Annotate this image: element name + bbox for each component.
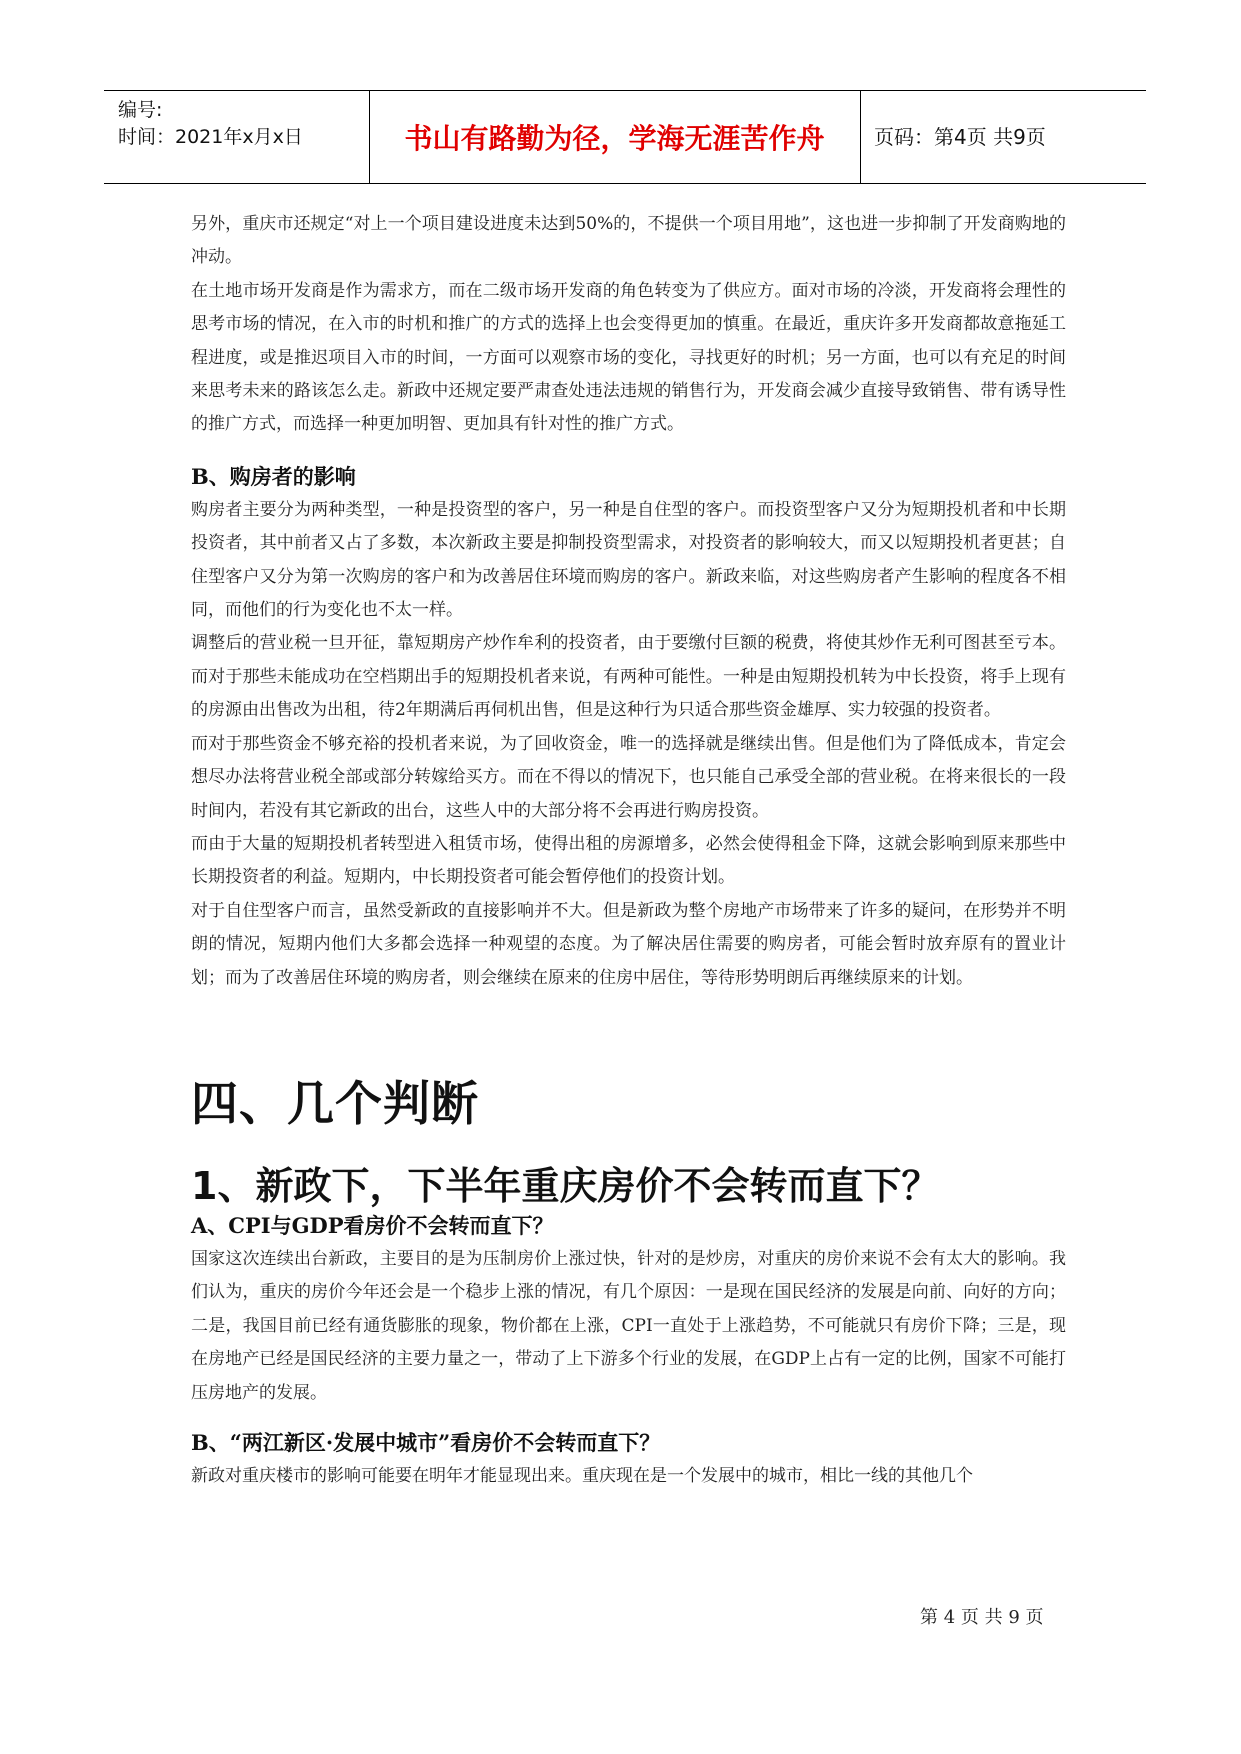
page-footer: 第 4 页 共 9 页 <box>920 1607 1044 1628</box>
paragraph: 而对于那些资金不够充裕的投机者来说，为了回收资金，唯一的选择就是继续出售。但是他们为了降低成本，肯定会想尽办法将营业税全部或部分转嫁给买方。而在不得以的情况下，也只能自己承受全部的营业税。在将来很长的一段时间内，若没有其它新政的出台，这些人中的大部分将不会再进行购房投资。 <box>191 733 1066 821</box>
document-time-label: 时间：2021年x月x日 <box>118 126 303 148</box>
document-number-label: 编号: <box>118 99 163 121</box>
chapter-heading: 四、几个判断 <box>191 1076 479 1132</box>
paragraph: 国家这次连续出台新政，主要目的是为压制房价上涨过快，针对的是炒房，对重庆的房价来说不会有太大的影响。我们认为，重庆的房价今年还会是一个稳步上涨的情况，有几个原因：一是现在国民经济的发展是向前、向好的方向；二是，我国目前已经有通货膨胀的现象，物价都在上涨，CPI一直处于上涨趋势，不可能就只有房价下降；三是，现在房地产已经是国民经济的主要力量之一，带动了上下游多个行业的发展，在GDP上占有一定的比例，国家不可能打压房地产的发展。 <box>191 1248 1066 1403</box>
paragraph: 购房者主要分为两种类型，一种是投资型的客户，另一种是自住型的客户。而投资型客户又分为短期投机者和中长期投资者，其中前者又占了多数，本次新政主要是抑制投资型需求，对投资者的影响较大，而又以短期投机者更甚；自住型客户又分为第一次购房的客户和为改善居住环境而购房的客户。新政来临，对这些购房者产生影响的程度各不相同，而他们的行为变化也不太一样。 <box>191 499 1066 621</box>
paragraph: 调整后的营业税一旦开征，靠短期房产炒作牟利的投资者，由于要缴付巨额的税费，将使其炒作无利可图甚至亏本。而对于那些未能成功在空档期出手的短期投机者来说，有两种可能性。一种是由短期投机转为中长投资，将手上现有的房源由出售改为出租，待2年期满后再伺机出售，但是这种行为只适合那些资金雄厚、实力较强的投资者。 <box>191 633 1066 721</box>
paragraph: 另外，重庆市还规定“对上一个项目建设进度未达到50%的，不提供一个项目用地”，这也进一步抑制了开发商购地的冲动。 <box>191 214 1066 268</box>
paragraph: 在土地市场开发商是作为需求方，而在二级市场开发商的角色转变为了供应方。面对市场的冷淡，开发商将会理性的思考市场的情况，在入市的时机和推广的方式的选择上也会变得更加的慎重。在最近，重庆许多开发商都故意拖延工程进度，或是推迟项目入市的时间，一方面可以观察市场的变化，寻找更好的时机；另一方面，也可以有充足的时间来思考未来的路该怎么走。新政中还规定要严肃查处违法违规的销售行为，开发商会减少直接导致销售、带有诱导性的推广方式，而选择一种更加明智、更加具有针对性的推广方式。 <box>191 280 1066 435</box>
section-heading: A、CPI与GDP看房价不会转而直下？ <box>191 1212 554 1238</box>
paragraph: 而由于大量的短期投机者转型进入租赁市场，使得出租的房源增多，必然会使得租金下降，这就会影响到原来那些中长期投资者的利益。短期内，中长期投资者可能会暂停他们的投资计划。 <box>191 833 1066 888</box>
paragraph: 对于自住型客户而言，虽然受新政的直接影响并不大。但是新政为整个房地产市场带来了许多的疑问，在形势并不明朗的情况，短期内他们大多都会选择一种观望的态度。为了解决居住需要的购房者，可能会暂时放弃原有的置业计划；而为了改善居住环境的购房者，则会继续在原来的住房中居住，等待形势明朗后再继续原来的计划。 <box>191 900 1066 988</box>
subsection-heading: 1、新政下，下半年重庆房价不会转而直下？ <box>191 1163 940 1208</box>
header-page-label: 页码：第4页 共9页 <box>874 125 1046 149</box>
header-meta <box>118 97 303 151</box>
section-heading: B、“两江新区·发展中城市”看房价不会转而直下？ <box>191 1429 661 1455</box>
header-divider <box>860 91 861 183</box>
paragraph: 新政对重庆楼市的影响可能要在明年才能显现出来。重庆现在是一个发展中的城市，相比一线的其他几个 <box>191 1465 973 1486</box>
page-header <box>104 90 1146 184</box>
document-body <box>191 208 1066 1493</box>
section-heading: B、购房者的影响 <box>191 463 356 489</box>
header-motto: 书山有路勤为径，学海无涯苦作舟 <box>404 122 825 155</box>
